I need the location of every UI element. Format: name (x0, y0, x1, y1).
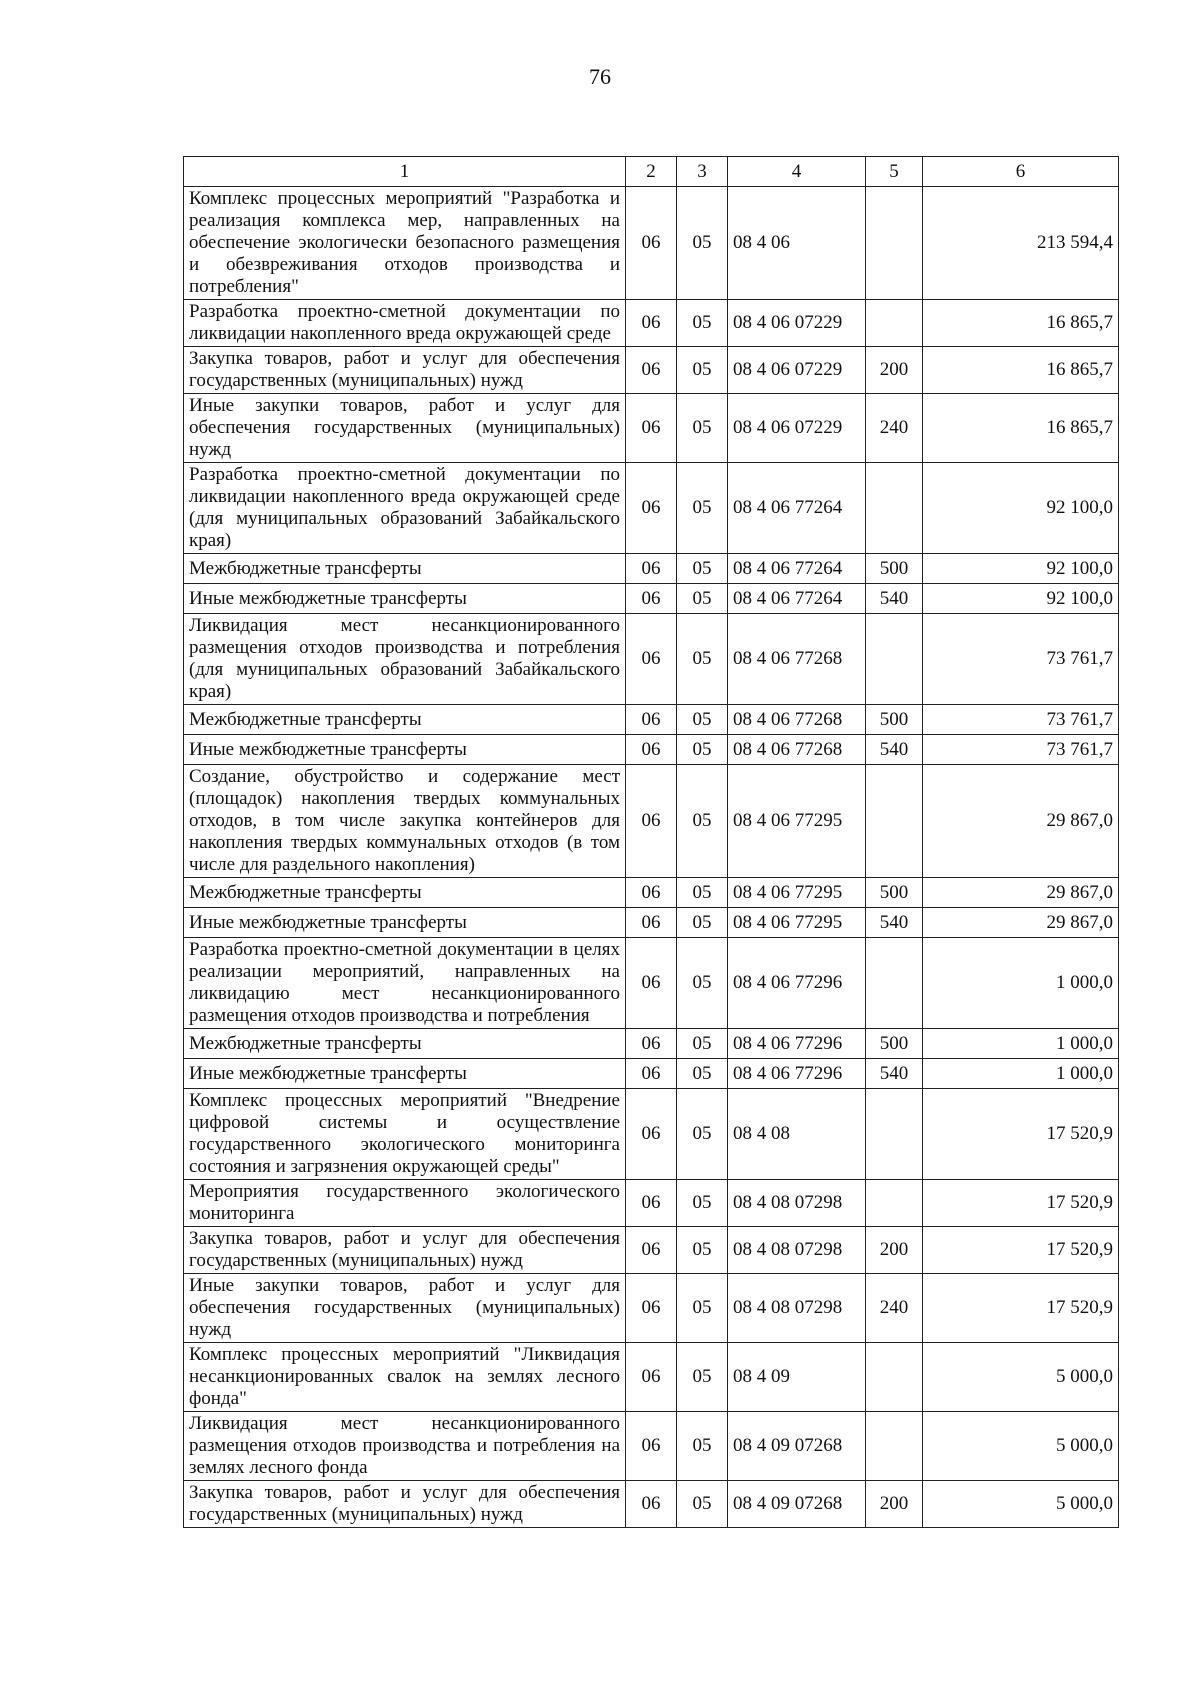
table-row (184, 463, 1119, 554)
row-amount: 5 000,0 (923, 1412, 1119, 1481)
row-target-code: 08 4 06 77295 (728, 765, 866, 878)
table-row (184, 1180, 1119, 1227)
row-section: 06 (626, 1227, 677, 1274)
table-row (184, 908, 1119, 938)
row-amount: 5 000,0 (923, 1481, 1119, 1528)
row-name: Разработка проектно-сметной документации по ликвидации накопленного вреда окружающей среде (184, 300, 626, 347)
row-section: 06 (626, 1089, 677, 1180)
row-section: 06 (626, 908, 677, 938)
row-subsection: 05 (677, 765, 728, 878)
row-amount: 73 761,7 (923, 614, 1119, 705)
row-section: 06 (626, 1059, 677, 1089)
header-cell-3: 3 (677, 157, 728, 187)
header-cell-1: 1 (184, 157, 626, 187)
row-name: Создание, обустройство и содержание мест (площадок) накопления твердых коммунальных отходов, в том числе закупка контейнеров для накопления твердых коммунальных отходов (в том числе для раздельного накопления) (184, 765, 626, 878)
row-expense-type (866, 1412, 923, 1481)
row-expense-type: 200 (866, 347, 923, 394)
row-name: Межбюджетные трансферты (184, 1029, 626, 1059)
row-target-code: 08 4 06 77268 (728, 614, 866, 705)
table-row (184, 1412, 1119, 1481)
table-row (184, 1343, 1119, 1412)
row-subsection: 05 (677, 1029, 728, 1059)
row-section: 06 (626, 1481, 677, 1528)
row-name: Разработка проектно-сметной документации в целях реализации мероприятий, направленных на ликвидацию мест несанкционированного размещения отходов производства и потребления (184, 938, 626, 1029)
row-target-code: 08 4 08 07298 (728, 1274, 866, 1343)
row-amount: 29 867,0 (923, 878, 1119, 908)
table-row (184, 878, 1119, 908)
row-name: Разработка проектно-сметной документации по ликвидации накопленного вреда окружающей среде (для муниципальных образований Забайкальского края) (184, 463, 626, 554)
header-cell-2: 2 (626, 157, 677, 187)
budget-table (183, 156, 1119, 1528)
row-name: Межбюджетные трансферты (184, 554, 626, 584)
row-name: Иные закупки товаров, работ и услуг для обеспечения государственных (муниципальных) нужд (184, 394, 626, 463)
table-row (184, 394, 1119, 463)
row-expense-type (866, 300, 923, 347)
row-subsection: 05 (677, 938, 728, 1029)
row-amount: 17 520,9 (923, 1274, 1119, 1343)
row-section: 06 (626, 735, 677, 765)
row-target-code: 08 4 06 (728, 187, 866, 300)
row-name: Иные межбюджетные трансферты (184, 584, 626, 614)
row-subsection: 05 (677, 1180, 728, 1227)
header-cell-6: 6 (923, 157, 1119, 187)
row-target-code: 08 4 09 07268 (728, 1481, 866, 1528)
table-row (184, 584, 1119, 614)
row-target-code: 08 4 06 77295 (728, 878, 866, 908)
row-target-code: 08 4 06 77268 (728, 735, 866, 765)
row-subsection: 05 (677, 705, 728, 735)
row-subsection: 05 (677, 908, 728, 938)
row-target-code: 08 4 06 77295 (728, 908, 866, 938)
table-row (184, 735, 1119, 765)
row-target-code: 08 4 08 07298 (728, 1180, 866, 1227)
row-section: 06 (626, 1029, 677, 1059)
row-expense-type: 240 (866, 394, 923, 463)
row-subsection: 05 (677, 1089, 728, 1180)
row-section: 06 (626, 300, 677, 347)
row-section: 06 (626, 705, 677, 735)
row-expense-type: 500 (866, 878, 923, 908)
row-section: 06 (626, 765, 677, 878)
row-expense-type (866, 463, 923, 554)
row-name: Комплекс процессных мероприятий "Внедрение цифровой системы и осуществление государственного экологического мониторинга состояния и загрязнения окружающей среды" (184, 1089, 626, 1180)
row-amount: 1 000,0 (923, 1029, 1119, 1059)
row-target-code: 08 4 06 77296 (728, 1029, 866, 1059)
row-subsection: 05 (677, 1274, 728, 1343)
row-amount: 16 865,7 (923, 347, 1119, 394)
table-row (184, 1089, 1119, 1180)
row-subsection: 05 (677, 735, 728, 765)
row-section: 06 (626, 187, 677, 300)
row-expense-type (866, 187, 923, 300)
row-amount: 16 865,7 (923, 394, 1119, 463)
table-row (184, 938, 1119, 1029)
row-expense-type: 500 (866, 705, 923, 735)
row-target-code: 08 4 06 77296 (728, 938, 866, 1029)
row-section: 06 (626, 1412, 677, 1481)
row-amount: 5 000,0 (923, 1343, 1119, 1412)
row-amount: 1 000,0 (923, 1059, 1119, 1089)
row-target-code: 08 4 06 77264 (728, 554, 866, 584)
row-section: 06 (626, 614, 677, 705)
row-section: 06 (626, 1274, 677, 1343)
page-number: 76 (589, 64, 611, 89)
row-expense-type (866, 614, 923, 705)
row-amount: 92 100,0 (923, 554, 1119, 584)
row-section: 06 (626, 1180, 677, 1227)
table-row (184, 1029, 1119, 1059)
row-subsection: 05 (677, 584, 728, 614)
row-name: Комплекс процессных мероприятий "Разработка и реализация комплекса мер, направленных на обеспечение экологически безопасного размещения и обезвреживания отходов производства и потребления" (184, 187, 626, 300)
header-cell-4: 4 (728, 157, 866, 187)
row-amount: 29 867,0 (923, 908, 1119, 938)
table-row (184, 765, 1119, 878)
row-expense-type: 540 (866, 1059, 923, 1089)
table-row (184, 1481, 1119, 1528)
row-subsection: 05 (677, 300, 728, 347)
row-amount: 17 520,9 (923, 1180, 1119, 1227)
table-row (184, 705, 1119, 735)
row-subsection: 05 (677, 1412, 728, 1481)
row-section: 06 (626, 878, 677, 908)
row-expense-type: 500 (866, 554, 923, 584)
table-row (184, 554, 1119, 584)
table-row (184, 347, 1119, 394)
row-expense-type: 240 (866, 1274, 923, 1343)
row-amount: 92 100,0 (923, 584, 1119, 614)
row-target-code: 08 4 09 07268 (728, 1412, 866, 1481)
table-row (184, 1059, 1119, 1089)
row-section: 06 (626, 394, 677, 463)
row-subsection: 05 (677, 1481, 728, 1528)
row-expense-type: 200 (866, 1481, 923, 1528)
row-expense-type (866, 1343, 923, 1412)
row-section: 06 (626, 347, 677, 394)
row-target-code: 08 4 08 07298 (728, 1227, 866, 1274)
row-section: 06 (626, 938, 677, 1029)
row-target-code: 08 4 06 07229 (728, 347, 866, 394)
row-name: Мероприятия государственного экологического мониторинга (184, 1180, 626, 1227)
row-name: Иные закупки товаров, работ и услуг для обеспечения государственных (муниципальных) нужд (184, 1274, 626, 1343)
row-subsection: 05 (677, 1059, 728, 1089)
table-body (184, 187, 1119, 1528)
row-name: Иные межбюджетные трансферты (184, 908, 626, 938)
header-cell-5: 5 (866, 157, 923, 187)
row-subsection: 05 (677, 614, 728, 705)
table-row (184, 187, 1119, 300)
row-target-code: 08 4 09 (728, 1343, 866, 1412)
table-row (184, 300, 1119, 347)
row-section: 06 (626, 554, 677, 584)
row-amount: 29 867,0 (923, 765, 1119, 878)
row-amount: 73 761,7 (923, 735, 1119, 765)
row-target-code: 08 4 06 07229 (728, 300, 866, 347)
row-amount: 17 520,9 (923, 1227, 1119, 1274)
row-expense-type (866, 1180, 923, 1227)
row-subsection: 05 (677, 878, 728, 908)
header-row (184, 157, 1119, 187)
row-expense-type (866, 938, 923, 1029)
row-amount: 17 520,9 (923, 1089, 1119, 1180)
row-subsection: 05 (677, 1227, 728, 1274)
row-target-code: 08 4 06 77268 (728, 705, 866, 735)
row-name: Комплекс процессных мероприятий "Ликвидация несанкционированных свалок на землях лесного фонда" (184, 1343, 626, 1412)
row-expense-type: 540 (866, 584, 923, 614)
table-row (184, 614, 1119, 705)
row-subsection: 05 (677, 1343, 728, 1412)
row-name: Ликвидация мест несанкционированного размещения отходов производства и потребления (для муниципальных образований Забайкальского края) (184, 614, 626, 705)
row-amount: 213 594,4 (923, 187, 1119, 300)
row-name: Иные межбюджетные трансферты (184, 735, 626, 765)
row-name: Закупка товаров, работ и услуг для обеспечения государственных (муниципальных) нужд (184, 1481, 626, 1528)
row-section: 06 (626, 1343, 677, 1412)
row-name: Иные межбюджетные трансферты (184, 1059, 626, 1089)
row-expense-type (866, 1089, 923, 1180)
row-name: Ликвидация мест несанкционированного размещения отходов производства и потребления на землях лесного фонда (184, 1412, 626, 1481)
row-target-code: 08 4 06 77264 (728, 463, 866, 554)
row-expense-type (866, 765, 923, 878)
row-amount: 16 865,7 (923, 300, 1119, 347)
row-subsection: 05 (677, 347, 728, 394)
table-row (184, 1227, 1119, 1274)
row-target-code: 08 4 06 07229 (728, 394, 866, 463)
row-expense-type: 540 (866, 735, 923, 765)
row-amount: 1 000,0 (923, 938, 1119, 1029)
row-name: Межбюджетные трансферты (184, 705, 626, 735)
row-expense-type: 200 (866, 1227, 923, 1274)
row-subsection: 05 (677, 187, 728, 300)
row-subsection: 05 (677, 554, 728, 584)
row-name: Межбюджетные трансферты (184, 878, 626, 908)
row-target-code: 08 4 06 77296 (728, 1059, 866, 1089)
row-expense-type: 500 (866, 1029, 923, 1059)
row-target-code: 08 4 06 77264 (728, 584, 866, 614)
row-amount: 92 100,0 (923, 463, 1119, 554)
row-section: 06 (626, 584, 677, 614)
row-section: 06 (626, 463, 677, 554)
table-row (184, 1274, 1119, 1343)
row-subsection: 05 (677, 463, 728, 554)
row-amount: 73 761,7 (923, 705, 1119, 735)
row-expense-type: 540 (866, 908, 923, 938)
row-name: Закупка товаров, работ и услуг для обеспечения государственных (муниципальных) нужд (184, 1227, 626, 1274)
row-target-code: 08 4 08 (728, 1089, 866, 1180)
row-subsection: 05 (677, 394, 728, 463)
row-name: Закупка товаров, работ и услуг для обеспечения государственных (муниципальных) нужд (184, 347, 626, 394)
